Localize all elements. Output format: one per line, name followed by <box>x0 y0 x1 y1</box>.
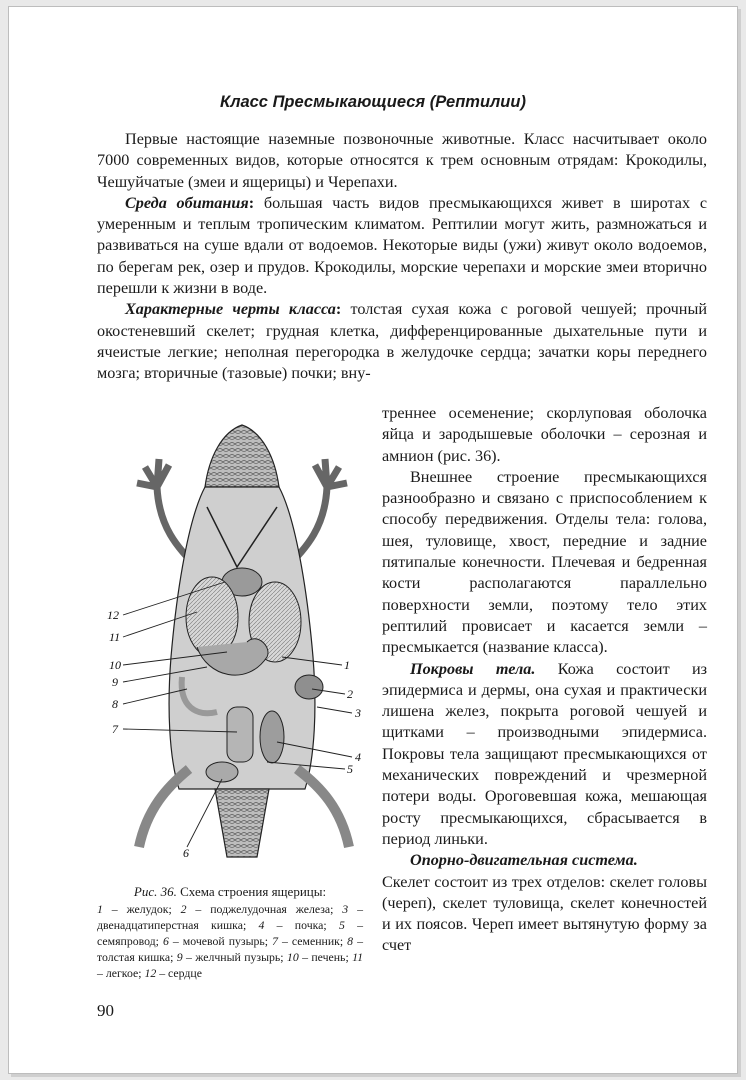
figure-label-5: 5 <box>347 762 353 776</box>
caption-item-text: – поджелудочная железа; <box>186 902 343 916</box>
section-heading: Класс Пресмыкающиеся (Рептилии) <box>220 93 526 111</box>
caption-item-text: – семенник; <box>277 934 348 948</box>
figure-caption <box>97 884 363 981</box>
caption-item-number: 11 <box>352 950 363 964</box>
figure-label-4: 4 <box>355 750 361 764</box>
caption-item-text: – почка; <box>264 918 339 932</box>
caption-item-number: 2 <box>180 902 187 916</box>
caption-title <box>97 884 363 900</box>
lizard-body <box>137 425 349 857</box>
caption-item-number: 5 <box>338 918 345 932</box>
caption-item-text: – толстая кишка; <box>97 934 363 964</box>
habitat-text: большая часть видов пресмыкающихся живет в широтах с умеренным и теплым тропическим климатом. Рептилии могут жить, размножаться и развиваться на суше вдали от водоемов. Некоторые виды (ужи) живут около водоемов, по берегам рек, озер и прудов. Крокодилы, морские черепахи и морские змеи вторично перешли к жизни в воде. <box>97 193 708 298</box>
right-text-block <box>382 403 707 957</box>
features-colon: : <box>335 300 342 319</box>
figure-label-3: 3 <box>355 706 361 720</box>
caption-title-text: Схема строения ящерицы: <box>176 884 327 899</box>
features-continuation: треннее осеменение; скорлуповая оболочка яйца и зародышевые оболочки – серозная и амнион (рис. 36). <box>382 404 707 465</box>
caption-item-text: – мочевой пузырь; <box>168 934 273 948</box>
habitat-term: Среда обитания <box>125 193 249 212</box>
habitat-paragraph <box>97 193 707 299</box>
caption-figure-number: Рис. 36. <box>133 884 177 899</box>
book-page <box>8 6 738 1074</box>
caption-item-number: 4 <box>258 918 265 932</box>
caption-item-text: – легкое; <box>97 966 145 980</box>
skeleton-heading <box>382 850 707 871</box>
caption-item-text: – семяпровод; <box>97 918 363 948</box>
structure-paragraph: Внешнее строение пресмыкающихся разнообразно и связано с приспособлением к способу передвижения. Отделы тела: голова, шея, туловище, хвост, передние и задние пятипалые конечности. Плечевая и бедренная кости располагаются параллельно поверхности земли, поэтому тело этих рептилий провисает и касается земли – пресмыкается (название класса). <box>382 467 707 657</box>
caption-item-text: – желчный пузырь; <box>182 950 287 964</box>
caption-item-number: 1 <box>97 902 103 916</box>
intro-paragraph: Первые настоящие наземные позвоночные животные. Класс насчитывает около 7000 современных видов, которые относятся к трем основным отрядам: Крокодилы, Чешуйчатые (змеи и ящерицы) и Черепахи. <box>97 130 707 191</box>
caption-item-text: – двенадцатиперстная кишка; <box>97 902 363 932</box>
covers-paragraph <box>382 659 707 851</box>
figure-label-11: 11 <box>109 630 121 644</box>
top-text-block <box>97 129 707 385</box>
caption-item-number: 10 <box>286 950 299 964</box>
caption-item-text: – печень; <box>298 950 353 964</box>
covers-text: Кожа состоит из эпидермиса и дермы, она сухая и практически лишена желез, покрыта роговой чешуей и щитками – производными эпидермиса. Покровы тела защищают пресмыкающихся от механических повреждений и чрезмерной потери воды. Ороговевшая кожа, мешающая росту пресмыкающихся, сбрасывается в период линьки. <box>382 659 707 848</box>
caption-items <box>97 902 363 980</box>
figure-label-6: 6 <box>183 846 189 860</box>
figure-label-10: 10 <box>109 658 121 672</box>
lizard-anatomy-figure <box>97 417 377 877</box>
caption-item-number: 3 <box>342 902 349 916</box>
habitat-colon: : <box>248 193 255 212</box>
lizard-anatomy-drawing <box>97 417 377 877</box>
caption-item-text: – сердце <box>156 966 202 980</box>
features-term: Характерные черты класса <box>125 300 336 319</box>
caption-item-number: 8 <box>347 934 354 948</box>
caption-item-number: 7 <box>272 934 278 948</box>
figure-label-7: 7 <box>112 722 118 736</box>
page-number: 90 <box>97 1001 114 1020</box>
figure-label-8: 8 <box>112 697 118 711</box>
features-text: толстая сухая кожа с роговой чешуей; прочный окостеневший скелет; грудная клетка, дифференцированные дыхательные пути и ячеистые легкие; неполная перегородка в желудочке сердца; зачатки коры переднего мозга; вторичные (тазовые) почки; вну- <box>97 300 707 383</box>
caption-item-number: 9 <box>176 950 183 964</box>
skeleton-term: Опорно-двигательная система. <box>410 851 638 870</box>
caption-item-number: 12 <box>144 966 157 980</box>
skeleton-paragraph: Скелет состоит из трех отделов: скелет головы (череп), скелет туловища, скелет конечностей и их поясов. Череп имеет вытянутую форму за счет <box>382 872 707 955</box>
caption-item-text: – желудок; <box>102 902 181 916</box>
figure-label-9: 9 <box>112 675 118 689</box>
caption-item-number: 6 <box>162 934 169 948</box>
covers-term: Покровы тела. <box>410 659 536 678</box>
figure-label-12: 12 <box>107 608 119 622</box>
features-paragraph <box>97 299 707 384</box>
figure-label-1: 1 <box>344 658 350 672</box>
figure-label-2: 2 <box>347 687 353 701</box>
